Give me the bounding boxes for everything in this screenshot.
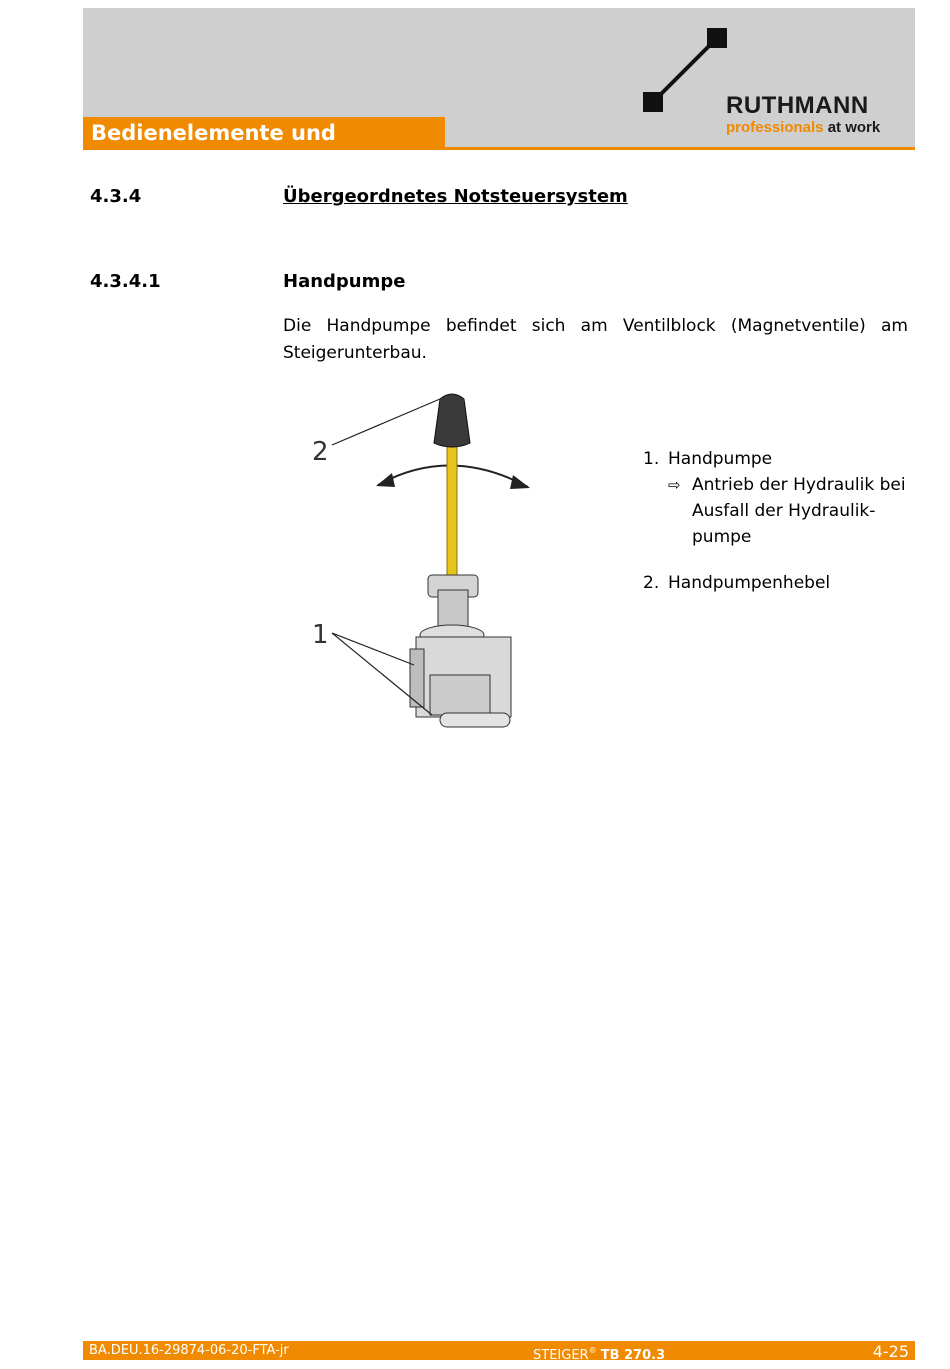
legend-item-1-detail: ⇨ Antrieb der Hydraulik bei Ausfall der Hydraulik- pumpe <box>643 472 906 550</box>
page-footer <box>83 1341 915 1363</box>
model-name: STEIGER® TB 270.3 <box>533 1346 666 1363</box>
header-rule <box>445 147 915 150</box>
logo-wordmark: RUTHMANN <box>726 92 869 119</box>
ruthmann-logo <box>643 28 913 138</box>
logo-tagline: professionals at work <box>726 119 881 136</box>
chapter-title: Bedienelemente und Anzeigen <box>83 117 445 150</box>
heading-number-4-3-4: 4.3.4 <box>90 186 142 207</box>
callout-label-2: 2 <box>312 437 329 467</box>
arrow-right-icon: ⇨ <box>668 476 681 494</box>
legend-item-1: 1. Handpumpe <box>643 449 773 469</box>
page-number: 4-25 <box>872 1342 909 1361</box>
handpump-illustration <box>280 385 570 735</box>
callout-label-1: 1 <box>312 620 329 650</box>
heading-number-4-3-4-1: 4.3.4.1 <box>90 271 161 292</box>
legend-list <box>643 446 906 596</box>
heading-title-4-3-4-1: Handpumpe <box>283 271 406 292</box>
document-reference: BA.DEU.16-29874-06-20-FTA-jr <box>89 1343 289 1358</box>
page-header <box>83 8 915 178</box>
heading-title-4-3-4: Übergeordnetes Notsteuersystem <box>283 186 628 207</box>
legend-item-2: 2. Handpumpenhebel <box>643 573 831 593</box>
body-paragraph: Die Handpumpe befindet sich am Ventilblock (Magnetventile) am Steigerunterbau. <box>283 316 908 363</box>
